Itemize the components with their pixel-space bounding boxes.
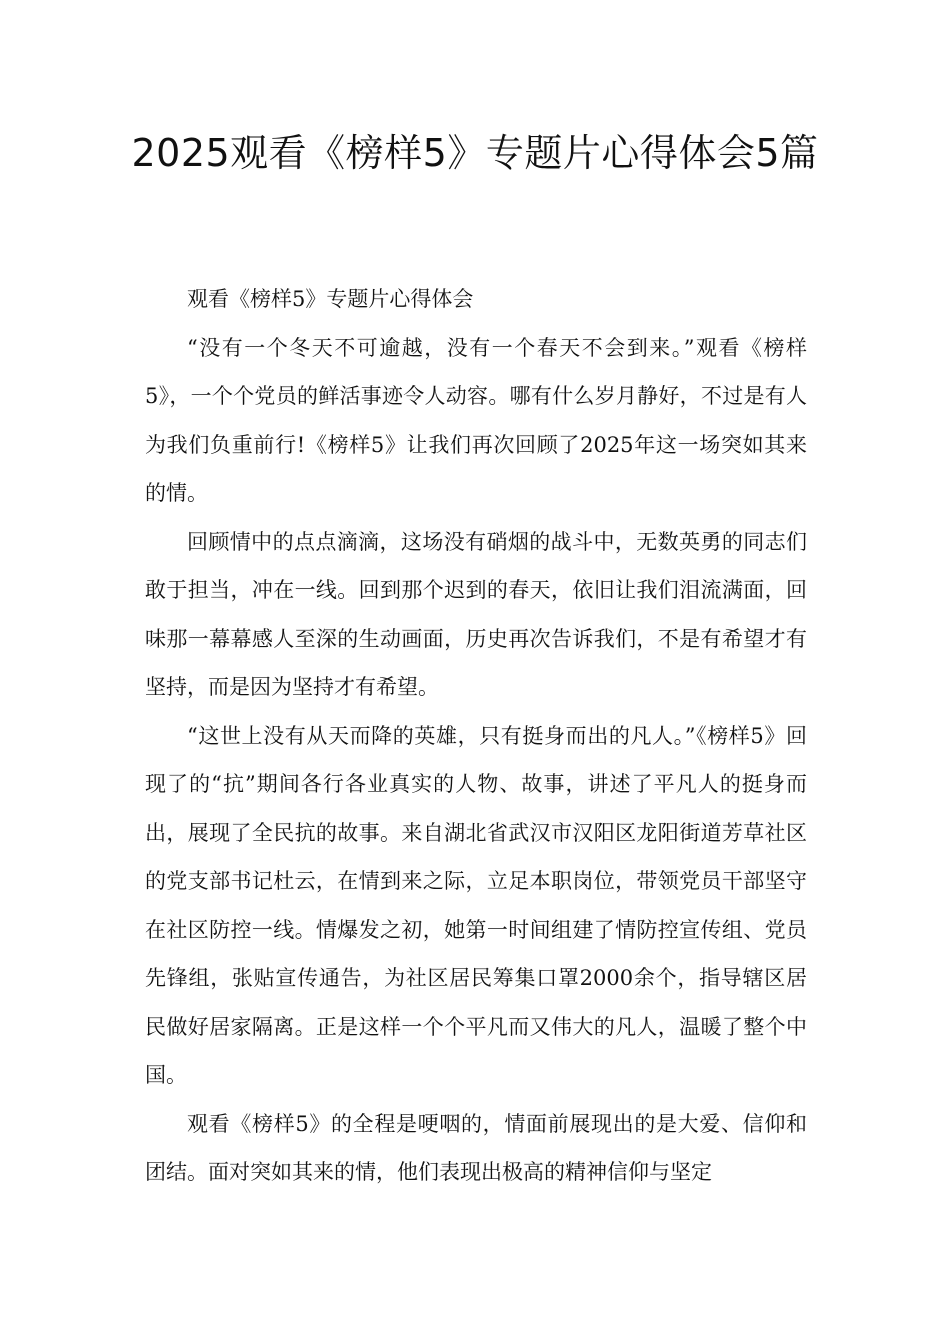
paragraph-2: 回顾情中的点点滴滴，这场没有硝烟的战斗中，无数英勇的同志们敢于担当，冲在一线。回到那个迟到的春天，依旧让我们泪流满面，回味那一幕幕感人至深的生动画面，历史再次告诉我们，不是有希望才有坚持，而是因为坚持才有希望。 <box>145 529 807 699</box>
paragraph-1: “没有一个冬天不可逾越，没有一个春天不会到来。”观看《榜样5》，一个个党员的鲜活事迹令人动容。哪有什么岁月静好，不过是有人为我们负重前行!《榜样5》让我们再次回顾了2025年这一场突如其来的情。 <box>145 335 807 505</box>
paragraph-4: 观看《榜样5》的全程是哽咽的，情面前展现出的是大爱、信仰和团结。面对突如其来的情，他们表现出极高的精神信仰与坚定 <box>145 1111 807 1184</box>
document-body <box>145 275 807 1197</box>
document-title: 2025观看《榜样5》专题片心得体会5篇 <box>131 131 819 175</box>
paragraph-subtitle: 观看《榜样5》专题片心得体会 <box>187 287 474 311</box>
paragraph-3: “这世上没有从天而降的英雄，只有挺身而出的凡人。”《榜样5》回现了的“抗”期间各行各业真实的人物、故事，讲述了平凡人的挺身而出，展现了全民抗的故事。来自湖北省武汉市汉阳区龙阳街道芳草社区的党支部书记杜云，在情到来之际，立足本职岗位，带领党员干部坚守在社区防控一线。情爆发之初，她第一时间组建了情防控宣传组、党员先锋组，张贴宣传通告，为社区居民筹集口罩2000余个，指导辖区居民做好居家隔离。正是这样一个个平凡而又伟大的凡人，温暖了整个中国。 <box>145 723 807 1087</box>
